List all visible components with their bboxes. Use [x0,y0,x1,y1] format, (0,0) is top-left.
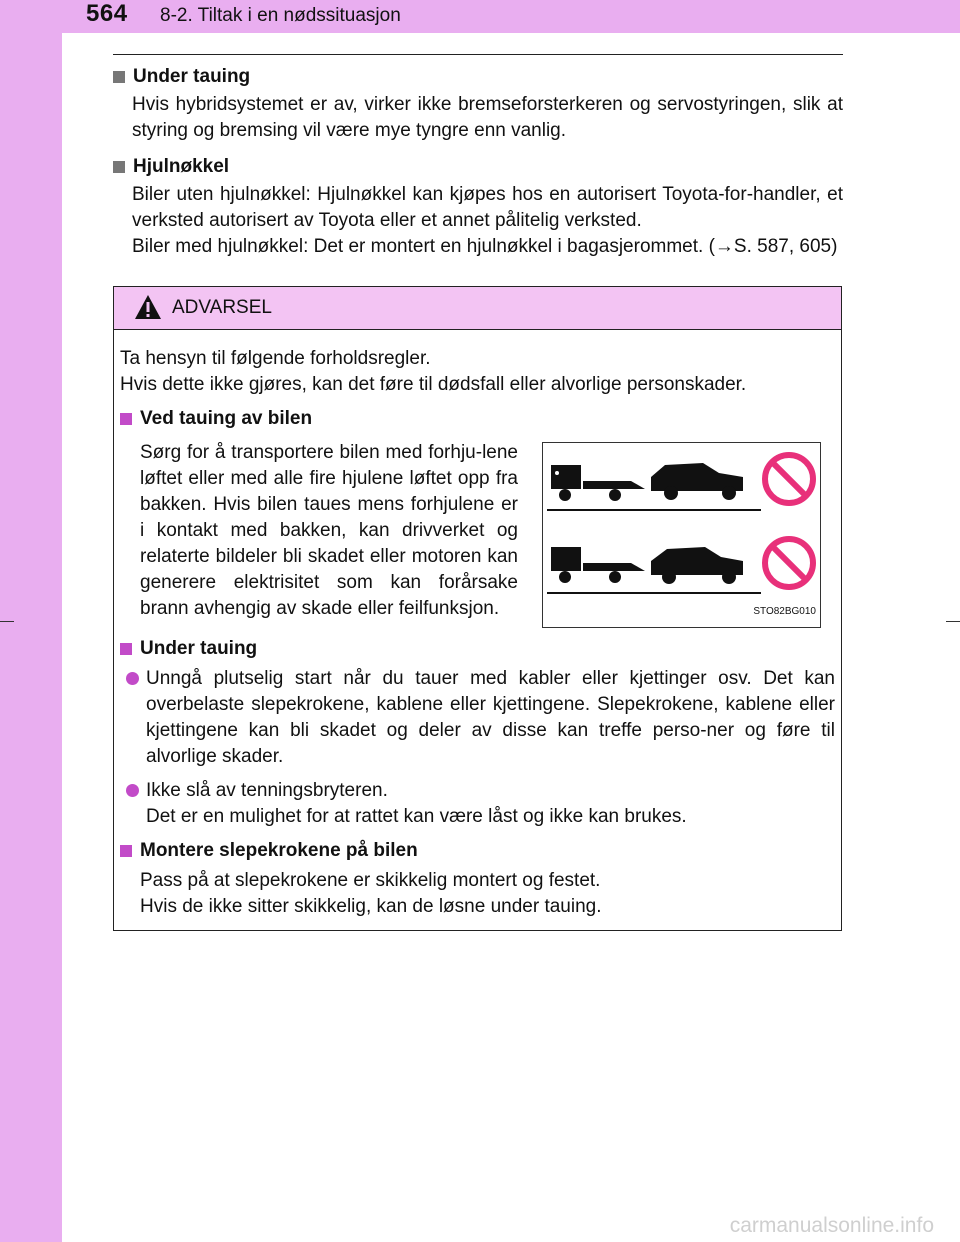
round-bullet-icon [126,784,139,797]
warning-subheading: Under tauing [120,636,835,662]
main-content [113,64,843,270]
warning-intro-line: Ta hensyn til følgende forholdsregler. [120,348,431,369]
warning-header [114,287,841,330]
square-bullet-icon [113,71,125,83]
warning-title: ADVARSEL [172,297,272,318]
section-heading: Under tauing [113,64,843,90]
top-rule [113,54,843,55]
hooks-text: Pass på at slepekrokene er skikkelig montert og festet. Hvis de ikke sitter skikkelig, kan de løsne under tauing. [140,870,602,917]
watermark: carmanualsonline.info [729,1214,934,1237]
bullet-item: Unngå plutselig start når du tauer med kabler eller kjettinger osv. Det kan overbelaste slepekrokene, kablene eller kjettingene. Slepekrokene, kablene eller kjettingene kan bli skadet og deler av disse kan treffe perso-ner og føre til alvorlige skader. [126,666,835,770]
towing-illustration [542,442,821,628]
warning-body [114,330,841,920]
round-bullet-icon [126,672,139,685]
warning-subheading: Montere slepekrokene på bilen [120,838,835,864]
crop-mark-left [0,621,14,622]
crop-mark-right [946,621,960,622]
bullet-item: Ikke slå av tenningsbryteren. Det er en mulighet for at rattet kan være låst og ikke kan brukes. [126,778,835,830]
square-bullet-icon [120,845,132,857]
section-heading: Hjulnøkkel [113,154,843,180]
square-bullet-icon [113,161,125,173]
tow-row [120,440,835,628]
warning-subheading: Ved tauing av bilen [120,406,835,432]
section-text: Biler uten hjulnøkkel: Hjulnøkkel kan kjøpes hos en autorisert Toyota-for-handler, et verksted autorisert av Toyota eller et annet pålitelig verksted. Biler med hjulnøkkel: Det er montert en hjulnøkkel i bagasjerommet. (→S. 587, 605) [132,184,843,257]
warning-box [113,286,842,931]
page-number: 564 [86,0,128,27]
tow-text: Sørg for å transportere bilen med forhju-lene løftet eller med alle fire hjulene løftet opp fra bakken. Hvis bilen taues mens forhjulene er i kontakt med bakken, kan drivverket og relaterte bildeler bli skadet eller motoren kan generere elektrisitet som kan forårsake brann avhengig av skade eller feilfunksjon. [140,442,518,619]
warning-intro-line: Hvis dette ikke gjøres, kan det føre til dødsfall eller alvorlige personskader. [120,374,747,395]
square-bullet-icon [120,643,132,655]
square-bullet-icon [120,413,132,425]
chapter-title: 8-2. Tiltak i en nødssituasjon [160,5,401,26]
image-code: STO82BG010 [753,606,816,617]
section-text: Hvis hybridsystemet er av, virker ikke bremseforsterkeren og servostyringen, slik at styring og bremsing vil være mye tyngre enn vanlig. [132,94,843,141]
warning-triangle-icon [134,293,162,321]
